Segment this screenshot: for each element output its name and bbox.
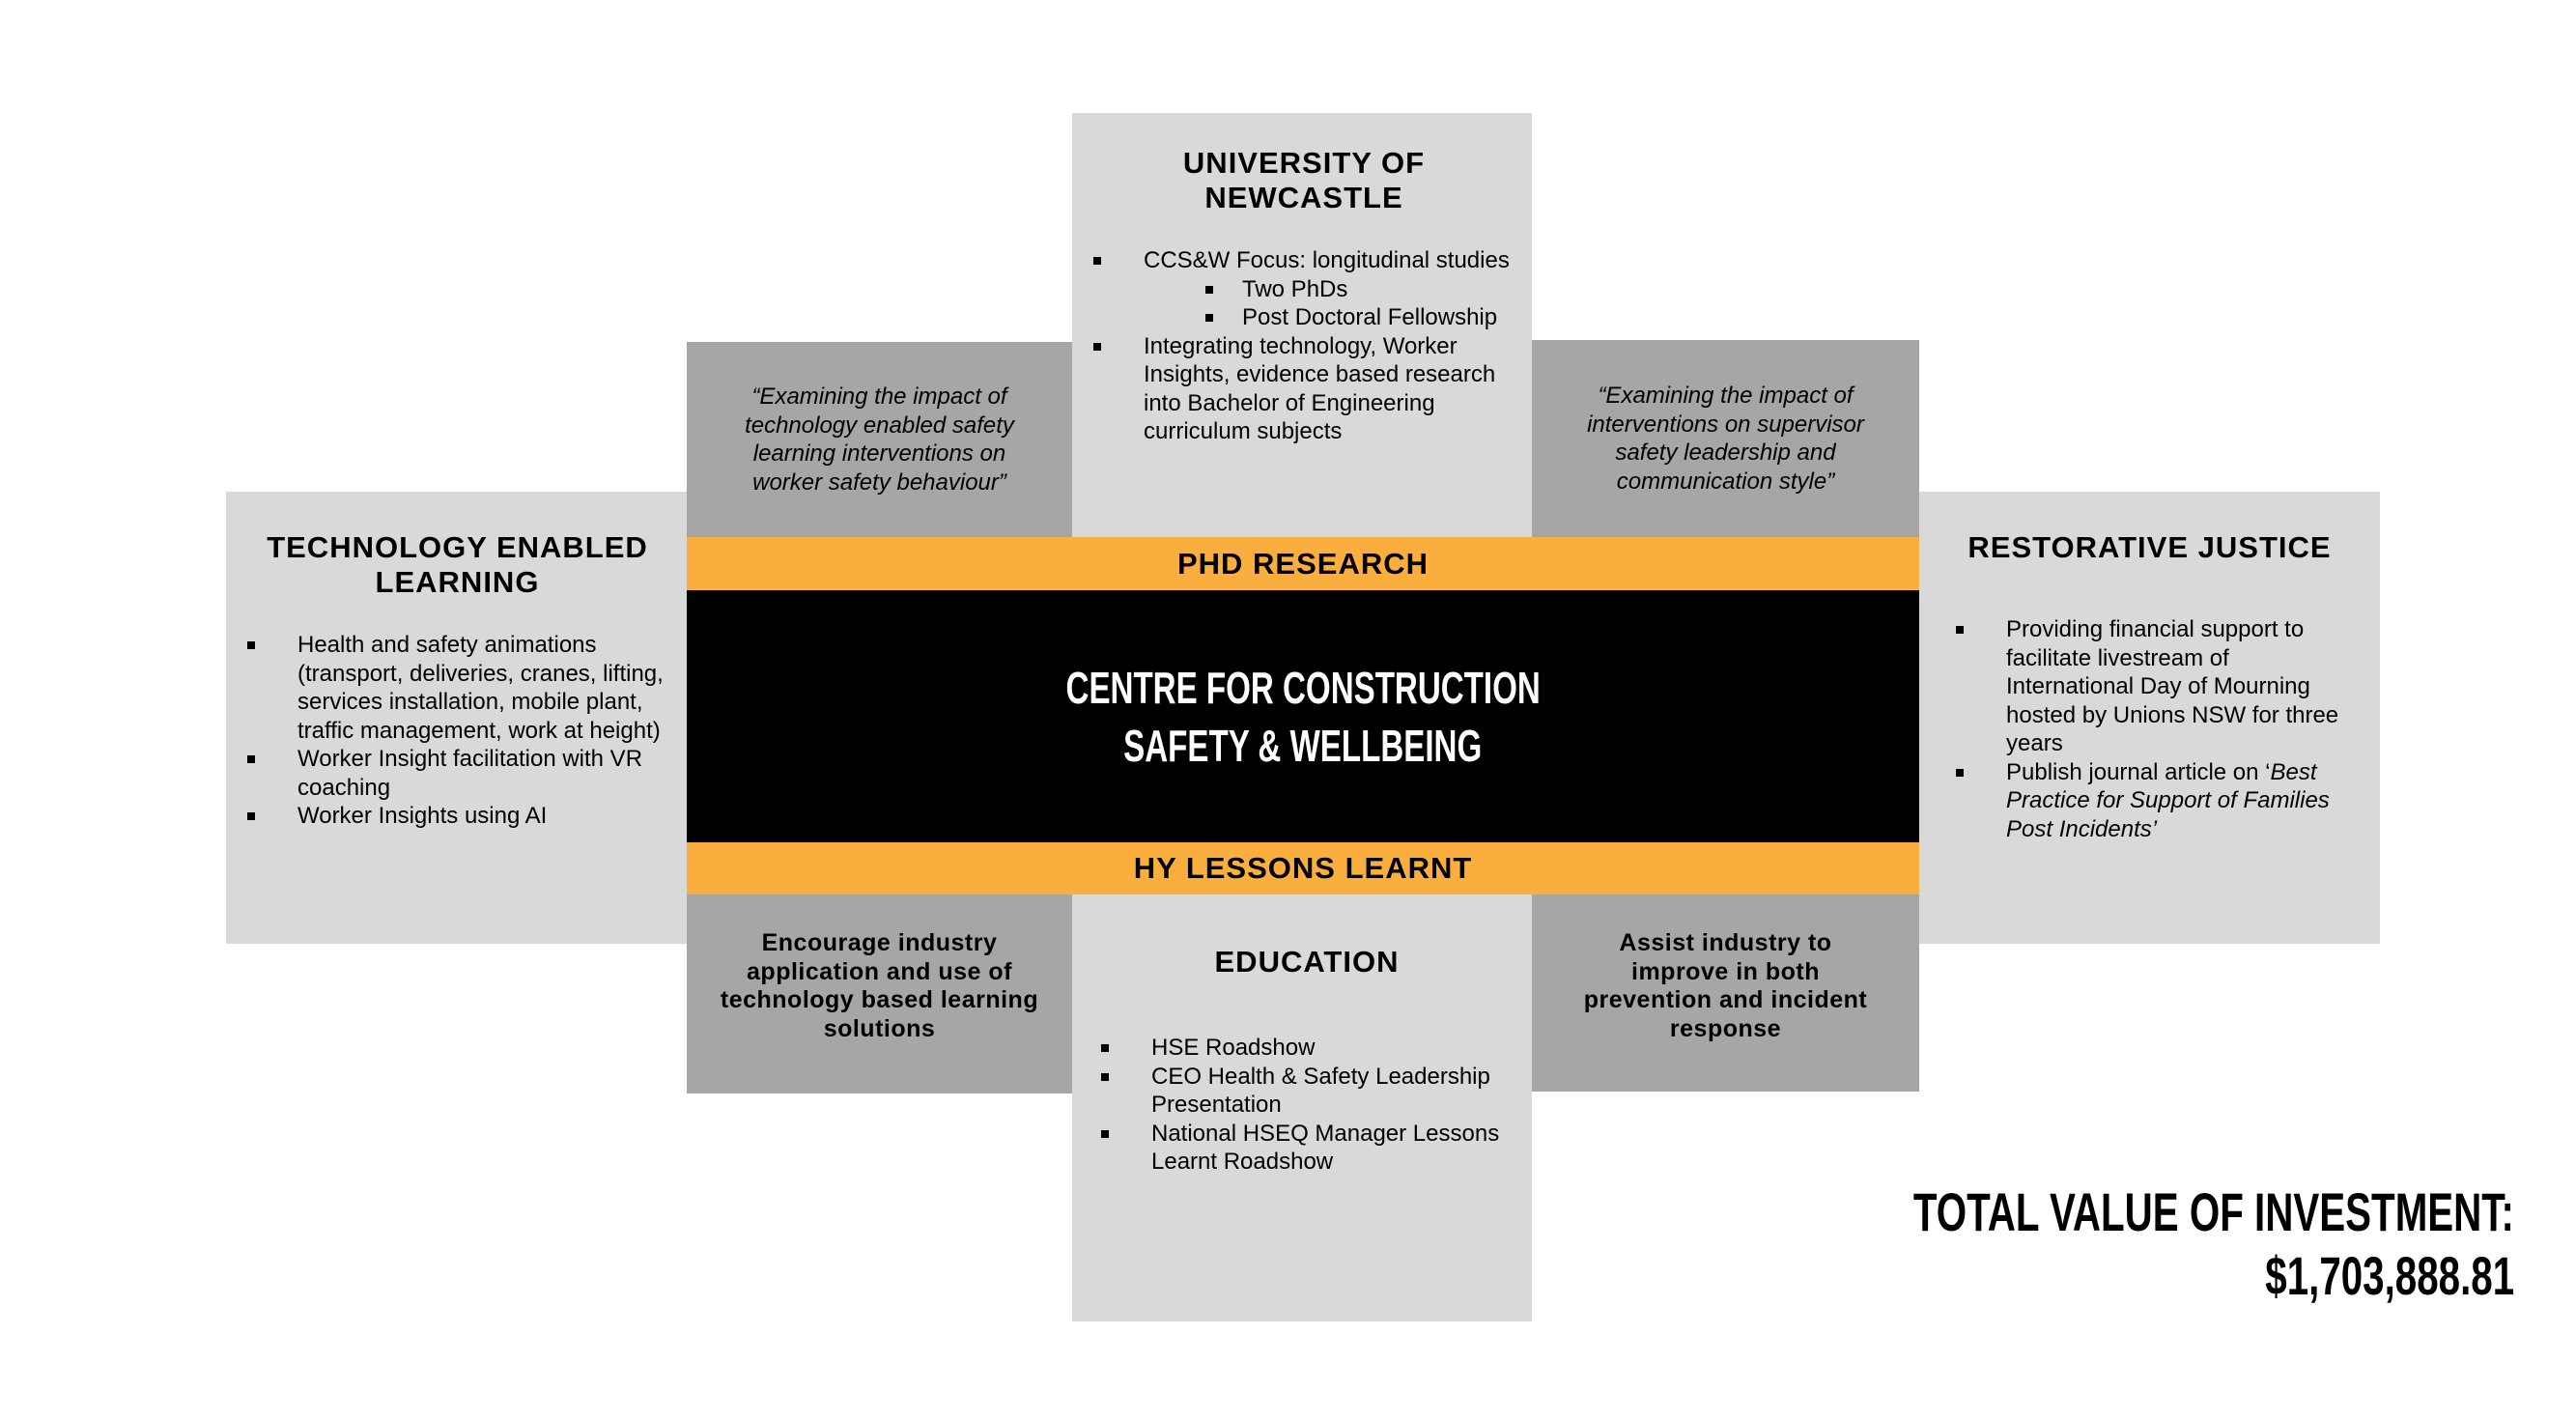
tel-title: TECHNOLOGY ENABLED LEARNING: [267, 530, 648, 599]
list-item: Providing financial support to facilitate livestream of International Day of Mourning hosted by Unions NSW for three years: [1956, 615, 2361, 758]
education-list: [1101, 1034, 1513, 1177]
total-value: $1,703,888.81: [2265, 1245, 2514, 1306]
list-item: Integrating technology, Worker Insights, evidence based research into Bachelor of Engineering curriculum subjects: [1093, 332, 1514, 446]
statement-right-panel: [1532, 895, 1919, 1092]
rj-title: RESTORATIVE JUSTICE: [1967, 530, 2332, 564]
list-item: Health and safety animations (transport, deliveries, cranes, lifting, services installation, mobile plant, traffic management, work at height): [247, 631, 667, 745]
list-item: Worker Insights using AI: [247, 802, 667, 831]
quote-left-panel: [687, 342, 1072, 537]
quote-right: “Examining the impact of interventions on supervisor safety leadership and communication style”: [1587, 383, 1864, 495]
list-item-text: CCS&W Focus: longitudinal studies: [1144, 247, 1510, 273]
list-item-text: Publish journal article on ‘: [2006, 758, 2271, 785]
list-item: National HSEQ Manager Lessons Learnt Roadshow: [1101, 1120, 1513, 1177]
quote-left: “Examining the impact of technology enabled safety learning interventions on worker safety behaviour”: [745, 383, 1014, 496]
tel-panel: [226, 492, 687, 944]
phd-research-bar: PHD RESEARCH: [687, 537, 1919, 590]
total-investment: [1680, 1180, 2514, 1308]
sub-list: [1205, 275, 1514, 332]
centre-title-panel: [687, 590, 1919, 842]
centre-title-line2: SAFETY & WELLBEING: [1123, 720, 1483, 771]
statement-left-panel: [687, 895, 1072, 1093]
university-list: [1093, 246, 1514, 446]
list-item: HSE Roadshow: [1101, 1034, 1513, 1063]
list-item: [1093, 246, 1514, 332]
article-title: Best Practice for Support of Families Post Incidents’: [2006, 758, 2330, 842]
statement-right: Assist industry to improve in both prevention and incident response: [1583, 929, 1868, 1042]
list-item: [1956, 758, 2361, 844]
tel-list: [247, 631, 667, 831]
education-title: EDUCATION: [1214, 945, 1400, 979]
rj-list: [1939, 615, 2361, 843]
list-item: Two PhDs: [1205, 275, 1514, 304]
list-item: Post Doctoral Fellowship: [1205, 303, 1514, 332]
centre-title-line1: CENTRE FOR CONSTRUCTION: [1065, 662, 1541, 713]
university-panel: [1072, 113, 1532, 537]
quote-right-panel: [1532, 340, 1919, 537]
restorative-justice-panel: [1919, 492, 2380, 944]
total-label: TOTAL VALUE OF INVESTMENT:: [1913, 1181, 2514, 1242]
list-item: CEO Health & Safety Leadership Presentation: [1101, 1063, 1513, 1120]
university-title: UNIVERSITY OF NEWCASTLE: [1182, 146, 1426, 214]
education-panel: [1072, 895, 1532, 1321]
hy-lessons-learnt-bar: HY LESSONS LEARNT: [687, 842, 1919, 895]
statement-left: Encourage industry application and use of technology based learning solutions: [720, 929, 1039, 1042]
list-item: Worker Insight facilitation with VR coaching: [247, 745, 667, 802]
